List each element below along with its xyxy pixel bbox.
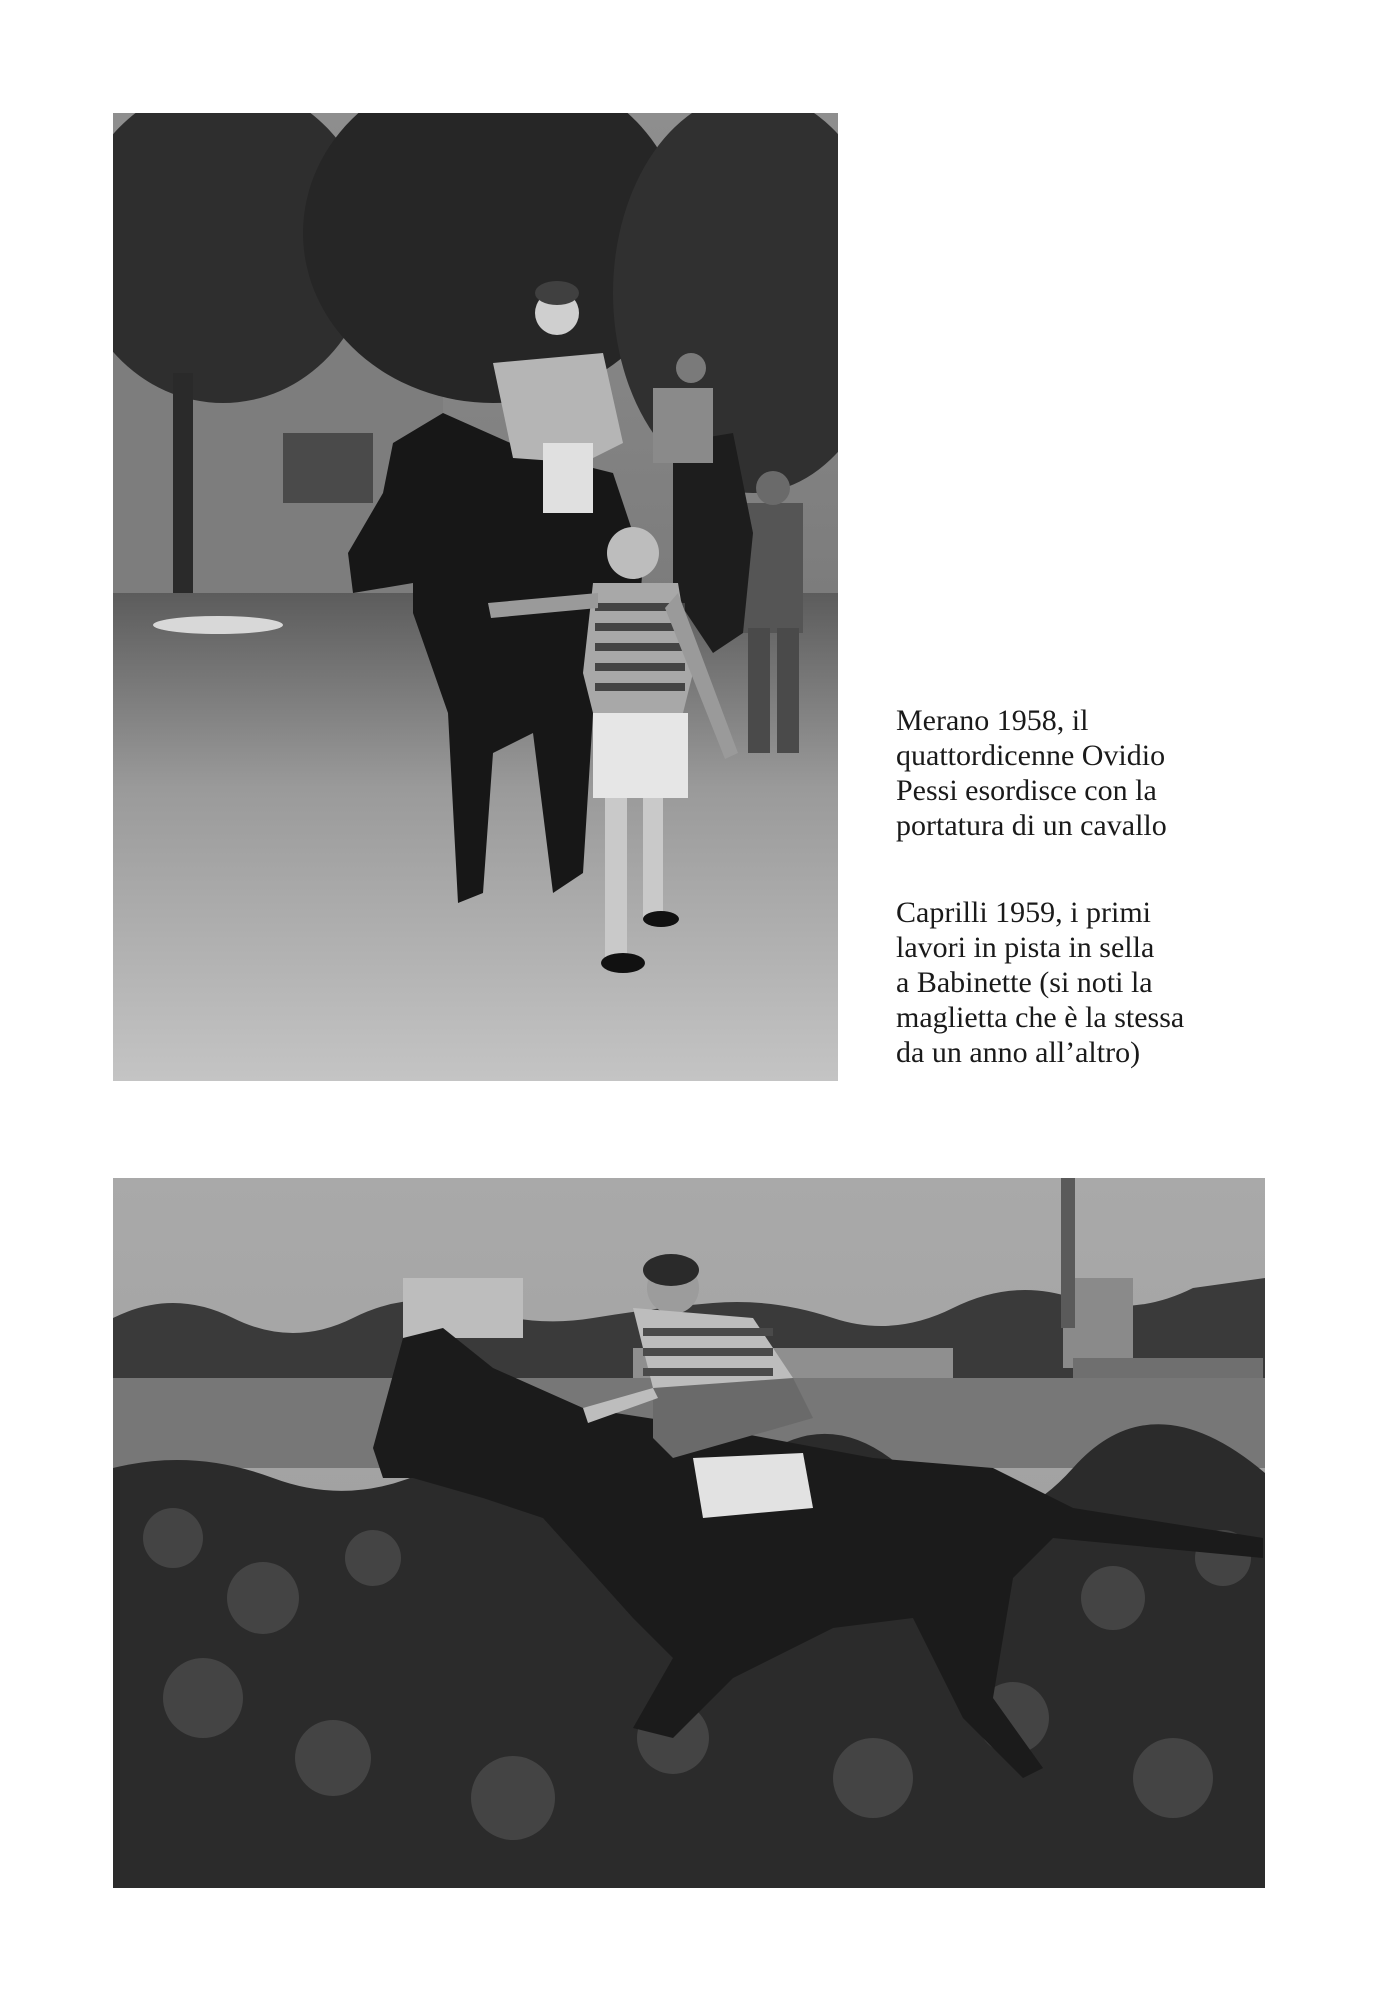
caption-line: da un anno all’altro) <box>896 1036 1141 1069</box>
caption-line: Merano 1958, il <box>896 704 1089 737</box>
caption-line: Caprilli 1959, i primi <box>896 896 1151 929</box>
caption-merano-1958 <box>896 703 1316 843</box>
photo-rider-hedge-jump-icon <box>113 1178 1265 1888</box>
caption-line: Pessi esordisce con la <box>896 774 1157 807</box>
caption-line: maglietta che è la stessa <box>896 1001 1185 1034</box>
photo-rider-hedge-jump <box>113 1178 1265 1888</box>
caption-line: lavori in pista in sella <box>896 931 1155 964</box>
caption-line: a Babinette (si noti la <box>896 966 1153 999</box>
photo-paddock-boy-leading-horse <box>113 113 838 1081</box>
caption-caprilli-1959 <box>896 895 1316 1070</box>
caption-line: portatura di un cavallo <box>896 809 1167 842</box>
photo-jockeys-paddock-icon <box>113 113 838 1081</box>
caption-line: quattordicenne Ovidio <box>896 739 1166 772</box>
